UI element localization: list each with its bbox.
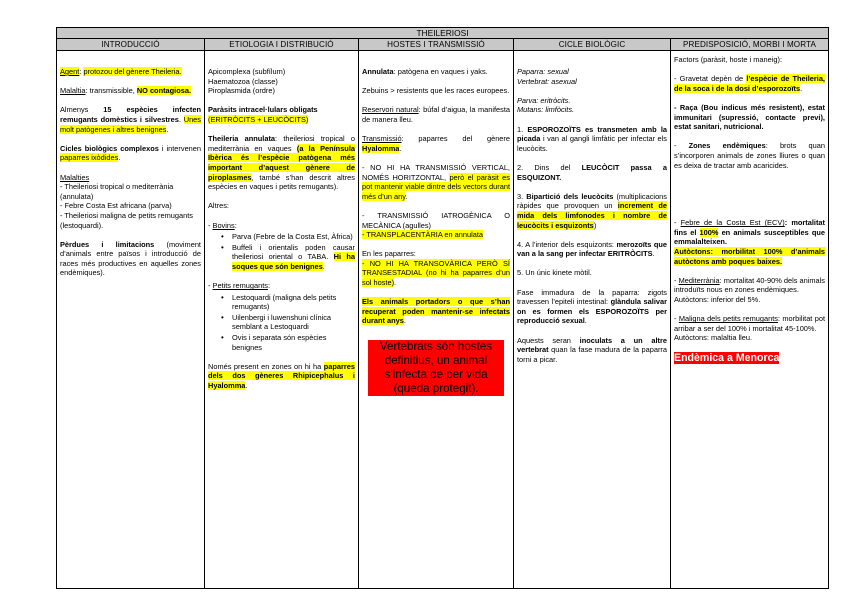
especies-c: . bbox=[178, 114, 184, 124]
transmissio-text: : paparres del gènere bbox=[401, 134, 510, 144]
aquests-bold: inoculats a un altre vertebrat bbox=[517, 335, 667, 355]
autoctons-1-highlight: Autòctons: morbilitat 100% d’animals autòctons amb poques baixes. bbox=[674, 246, 825, 266]
gravetat-highlight: l’espècie de Theileria, de la soca i de la dosi d’esporozoïts bbox=[674, 74, 825, 93]
maligna-paragraph bbox=[674, 314, 825, 333]
step-1-num: 1. bbox=[517, 124, 528, 134]
paparra-line: Paparra: sexual bbox=[517, 67, 569, 76]
transmissio-highlight: Hyalomma bbox=[362, 143, 400, 153]
fase-text: Fase immadura de la paparra: zigots travessen l’epiteli intestinal: bbox=[517, 287, 667, 307]
zones-dash: - bbox=[674, 141, 689, 151]
step-4-end: . bbox=[652, 249, 655, 259]
portadors-highlight: Els animals portadors o que s’han recuperat poden mantenir-se infectats durant anys bbox=[362, 297, 510, 326]
no-vertical-paragraph bbox=[362, 163, 510, 201]
buffeli-text: Buffeli i orientalis poden causar theileriosi oriental o TABA. bbox=[232, 242, 355, 262]
header-hostes: HOSTES I TRANSMISSIÓ bbox=[359, 39, 514, 51]
transplacentaria-highlight: - TRANSPLACENTÀRIA en annulata bbox=[362, 230, 484, 240]
febre-dash: - bbox=[674, 218, 681, 228]
especies-highlight: Unes molt patògenes i altres benignes bbox=[60, 114, 201, 134]
portadors-end: . bbox=[403, 316, 406, 326]
header-predisposicio: PREDISPOSICIÓ, MORBI I MORTA bbox=[671, 39, 829, 51]
especies-bold: 15 espècies infecten remugants domèstics i silvestres bbox=[60, 105, 201, 124]
annulata-bold: Theileria annulata bbox=[208, 134, 276, 144]
cicles-mid: i intervenen bbox=[158, 143, 202, 153]
vertebrat-line: Vertebrat: asexual bbox=[517, 76, 577, 86]
list-item: • Uilenbergi i luwenshuni clínica semblant a Lestoquardi bbox=[208, 313, 355, 332]
agent-text: protozou del gènere Theileria. bbox=[83, 67, 182, 76]
intro-cell bbox=[57, 51, 205, 589]
altres-label: Altres: bbox=[208, 201, 229, 211]
header-etiologia: ETIOLOGIA I DISTRIBUCIÓ bbox=[205, 39, 359, 51]
nomes-highlight: paparres dels dos gèneres Rhipicephalus i Hyalomma bbox=[208, 361, 355, 390]
perdues-text: (moviment d’animals entre països i introducció de races més productives en aquelles zones endèmiques). bbox=[60, 239, 201, 278]
perdues-paragraph bbox=[60, 240, 201, 278]
maligna-dash: - bbox=[674, 314, 679, 324]
taxonomy-line: Haematozoa (classe) bbox=[208, 76, 278, 86]
maligna-label: Maligna dels petits remugants bbox=[678, 314, 778, 324]
fase-end: . bbox=[584, 316, 587, 326]
etiologia-cell bbox=[205, 51, 359, 589]
aquests-text: Aquests seran bbox=[517, 335, 580, 345]
autoctons-3: Autòctons: malaltia lleu. bbox=[674, 333, 753, 343]
endemica-callout bbox=[674, 352, 825, 365]
step-4-text: 4. A l’interior dels esquizonts: bbox=[517, 239, 617, 249]
zones-text: : brots quan s’incorporen animals de zones lliures o quan es deixa de tractar amb acaricides. bbox=[674, 141, 825, 170]
autoctons-2: Autòctons: inferior del 5%. bbox=[674, 294, 761, 304]
malalties-item: - Theileriosi maligna de petits remugants (lestoquardi). bbox=[60, 210, 193, 230]
step-2-bold: LEUCÒCIT passa a ESQUIZONT. bbox=[517, 162, 667, 182]
annulata-end: , també s’han descrit altres espècies en vaques i petits remugants). bbox=[208, 172, 355, 192]
gravetat-text: - Gravetat depèn de bbox=[674, 74, 747, 84]
gravetat-paragraph bbox=[674, 74, 825, 93]
mutans-line: Mutans: limfòcits. bbox=[517, 105, 575, 115]
febre-paragraph bbox=[674, 218, 825, 247]
predisposicio-cell bbox=[671, 51, 829, 589]
step-4-bold: merozoïts que van a la sang per infectar ERITRÒCITS bbox=[517, 239, 667, 259]
petits-label-text: Petits remugants bbox=[212, 281, 268, 291]
agent-sep: : bbox=[79, 67, 84, 76]
malaltia-mid: : transmissible, bbox=[85, 86, 137, 96]
petits-list bbox=[208, 293, 355, 353]
febre-label: Febre de la Costa Est (ECV) bbox=[680, 218, 785, 228]
fase-paragraph bbox=[517, 288, 667, 326]
taxonomy-line: Apicomplexa (subfílum) bbox=[208, 67, 286, 76]
transovarica-highlight: - NO HI HA TRANSOVÀRICA PERÒ SÍ TRANSESTADIAL (no hi ha paparres d’un sol hoste) bbox=[362, 258, 510, 288]
zebuins-paragraph: Zebuins > resistents que les races europees. bbox=[362, 86, 510, 96]
header-cicle: CICLE BIOLÒGIC bbox=[514, 39, 671, 51]
perdues-bold: Pèrdues i limitacions bbox=[60, 239, 155, 249]
mediterrania-dash: - bbox=[674, 275, 679, 285]
taxonomy-line: Piroplasmida (ordre) bbox=[208, 86, 275, 96]
factors-line: Factors (paràsit, hoste i maneig): bbox=[674, 55, 783, 64]
reservori-text: : búfal d’aigua, la manifesta de manera lleu. bbox=[362, 105, 510, 124]
cicles-end: . bbox=[118, 153, 121, 163]
raca-paragraph: - Raça (Bou indicus més resistent), estat immunitari (supressió, contacte previ), estat sanitari, nutricional. bbox=[674, 102, 825, 132]
step-3-highlight: increment de mida dels limfonodes i nombre de leucòcits i esquizonts bbox=[517, 201, 667, 230]
agent-label: Agent bbox=[60, 67, 80, 76]
step-3-num: 3. bbox=[517, 191, 527, 201]
febre-highlight: 100% bbox=[699, 227, 719, 237]
annulata-hostes-paragraph bbox=[362, 67, 510, 77]
list-item: • Ovis i separata són espècies benignes bbox=[208, 333, 355, 352]
portadors-paragraph bbox=[362, 297, 510, 326]
petits-sep: : bbox=[267, 281, 271, 291]
mediterrania-paragraph bbox=[674, 276, 825, 295]
transmissio-label: Transmissió bbox=[362, 134, 402, 144]
list-item bbox=[208, 243, 355, 272]
especies-a: Almenys bbox=[60, 105, 104, 115]
step-3-end: ) bbox=[593, 220, 597, 230]
zones-bold: Zones endèmiques bbox=[688, 141, 766, 151]
malaltia-highlight: NO contagiosa. bbox=[136, 86, 192, 96]
febre-bold: : mortalitat fins el bbox=[674, 218, 825, 237]
febre-text: en animals susceptibles que emmalalteixen. bbox=[674, 227, 825, 247]
fase-bold: glàndula salivar on es formen els ESPOROZOÏTS per reproducció sexual bbox=[517, 297, 667, 326]
transmissio-paragraph bbox=[362, 134, 510, 153]
malaltia-paragraph bbox=[60, 86, 201, 96]
table-title: THEILERIOSI bbox=[57, 28, 829, 39]
theileriosi-table bbox=[56, 27, 829, 589]
step-1-bold: ESPOROZOÏTS es transmeten amb la picada bbox=[517, 124, 667, 144]
especies-paragraph bbox=[60, 105, 201, 134]
agent-paragraph bbox=[60, 67, 201, 77]
petits-label: - Petits remugants: bbox=[208, 281, 271, 291]
malaltia-label: Malaltia bbox=[60, 86, 86, 96]
step-3-bold: Bipartició dels leucòcits bbox=[526, 191, 614, 201]
vertebrats-callout bbox=[368, 340, 504, 396]
cicles-bold: Cicles biològics complexos bbox=[60, 143, 159, 153]
cicle-cell bbox=[514, 51, 671, 589]
autoctons-1 bbox=[674, 247, 825, 266]
especies-e: . bbox=[166, 124, 169, 134]
annulata-hostes-bold: Annulata bbox=[362, 67, 394, 76]
aquests-end: quan la fase madura de la paparra torni a picar. bbox=[517, 345, 667, 364]
zones-paragraph bbox=[674, 141, 825, 170]
maligna-text: : morbilitat pot arribar a ser del 100% i mortalitat 45-100%. bbox=[674, 314, 825, 333]
annulata-paragraph bbox=[208, 134, 355, 192]
step-2 bbox=[517, 163, 667, 182]
transplacentaria-line bbox=[362, 230, 510, 240]
step-3 bbox=[517, 192, 667, 230]
header-introduccio: INTRODUCCIÓ bbox=[57, 39, 205, 51]
step-4 bbox=[517, 240, 667, 259]
list-item: • Lestoquardi (maligna dels petits remugants) bbox=[208, 293, 355, 312]
parasits-highlight: (ERITRÒCITS + LEUCÒCITS) bbox=[208, 114, 309, 124]
buffeli-end: . bbox=[322, 261, 325, 271]
no-vertical-end: . bbox=[405, 191, 408, 201]
reservori-label: Reservori natural bbox=[362, 105, 419, 115]
annulata-highlight: (a la Península Ibèrica és l’espècie patògena més important d’aquest gènere de piroplasmes bbox=[208, 143, 355, 182]
bovins-label: - Bovins: bbox=[208, 220, 237, 230]
cicles-highlight: paparres ixòdides bbox=[60, 153, 119, 163]
parasits-bold: Paràsits intracel·lulars obligats bbox=[208, 105, 318, 115]
mediterrania-label: Mediterrània bbox=[678, 275, 720, 285]
step-3-text: (multiplicacions ràpides que provoquen un bbox=[517, 191, 667, 211]
transovarica-end: . bbox=[394, 278, 397, 288]
hostes-cell bbox=[359, 51, 514, 589]
vertebrats-text: Vertebrats són hostes definitius, un animal s’infecta de per vida (queda protegit). bbox=[379, 340, 493, 396]
bovins-label-text: Bovins bbox=[212, 220, 235, 230]
step-5: 5. Un únic kinete mòtil. bbox=[517, 268, 592, 278]
gravetat-end: . bbox=[800, 83, 803, 93]
iatrogenica-line: - TRANSMISSIÓ IATROGÈNICA O MECÀNICA (agulles) bbox=[362, 210, 510, 230]
step-2-text: 2. Dins del bbox=[517, 162, 582, 172]
no-vertical-highlight: però el paràsit es pot mantenir viable dintre dels vectors durant més d’un any bbox=[362, 172, 510, 201]
bovins-sep: : bbox=[234, 220, 237, 230]
malalties-item: - Febre Costa Est africana (parva) bbox=[60, 201, 172, 211]
endemica-text: Endèmica a Menorca bbox=[674, 352, 780, 365]
step-1-text: i van al gangli limfàtic per infectar els leucòcits. bbox=[517, 134, 667, 153]
annulata-mid: : theileriosi tropical o mediterrània en vaques bbox=[208, 134, 356, 153]
cicles-paragraph bbox=[60, 144, 201, 163]
reservori-paragraph bbox=[362, 105, 510, 124]
nomes-text: Només present en zones on hi ha bbox=[208, 361, 324, 371]
list-item: • Parva (Febre de la Costa Est, Àfrica) bbox=[208, 232, 355, 242]
transovarica-paragraph bbox=[362, 259, 510, 288]
transmissio-end: . bbox=[399, 143, 402, 153]
paparres-label: En les paparres: bbox=[362, 249, 416, 259]
buffeli-highlight: Hi ha soques que són benignes bbox=[232, 252, 355, 271]
step-1 bbox=[517, 125, 667, 154]
mediterrania-text: : mortalitat 40-90% dels animals introduïts nous en zones endèmiques. bbox=[674, 275, 825, 295]
aquests-paragraph bbox=[517, 336, 667, 365]
malalties-label-text: Malalties bbox=[60, 172, 90, 182]
bovins-list bbox=[208, 232, 355, 271]
nomes-end: . bbox=[245, 381, 248, 390]
malalties-item: - Theileriosi tropical o mediterrània (annulata) bbox=[60, 182, 174, 201]
no-vertical-text: - NO HI HA TRANSMISSIÓ VERTICAL, NOMÉS HORITZONTAL, bbox=[362, 162, 510, 182]
nomes-paragraph bbox=[208, 362, 355, 391]
parva-line: Parva: eritròcits. bbox=[517, 95, 571, 105]
annulata-hostes-text: : patògena en vaques i yaks. bbox=[393, 67, 488, 76]
malalties-label bbox=[60, 173, 201, 183]
parasits-paragraph bbox=[208, 105, 355, 124]
